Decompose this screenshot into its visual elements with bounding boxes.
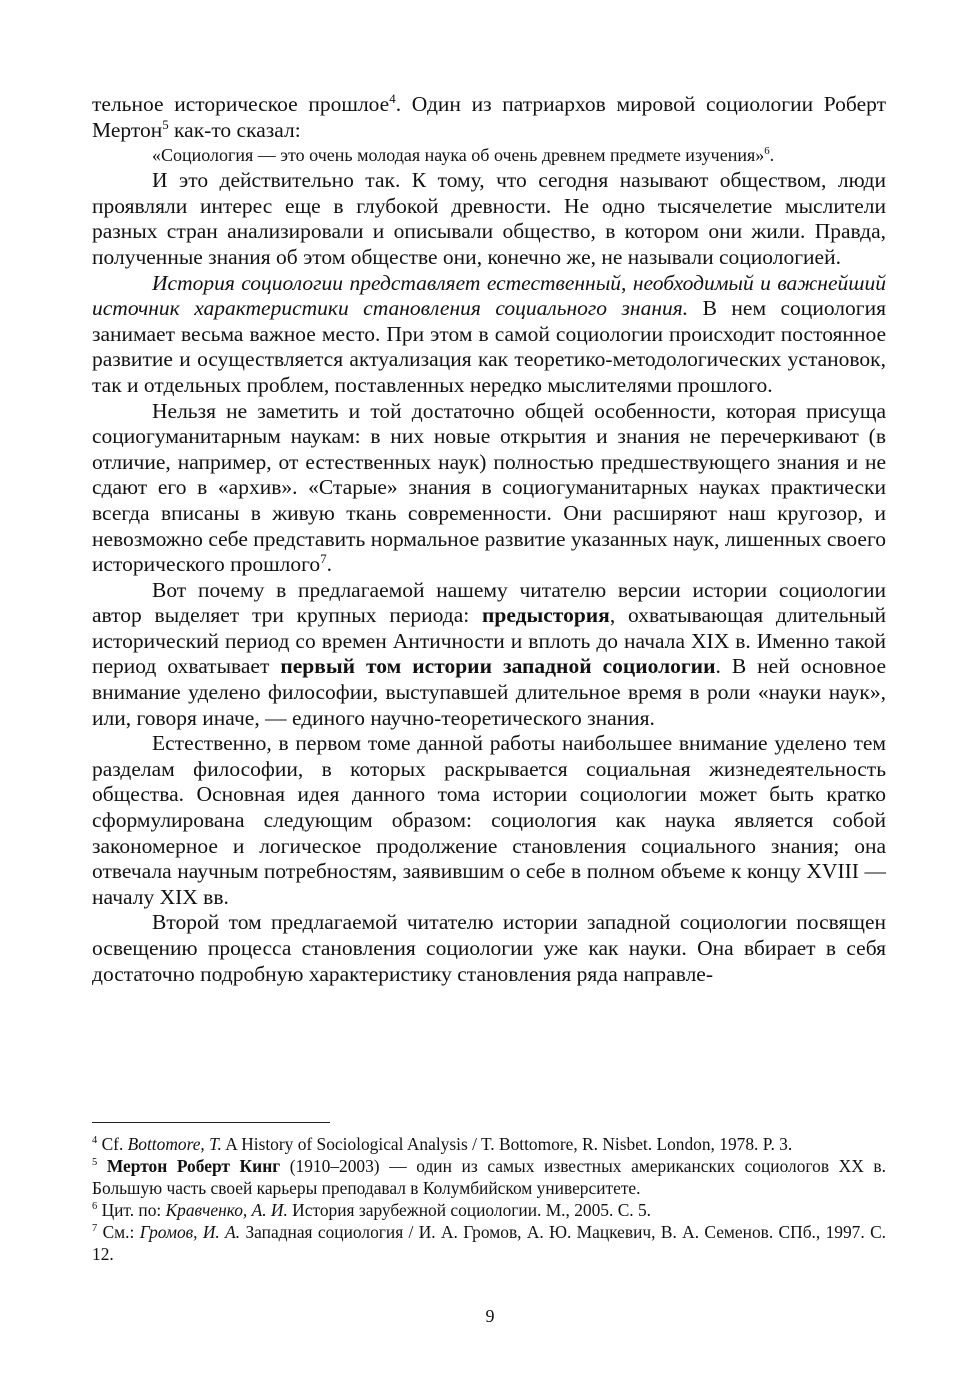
footnote-4-a: Cf. [97,1134,128,1154]
paragraph-3-text: Нельзя не заметить и той достаточно общей особенности, которая присуща социогуманитарным наукам: в них новые открытия и знания не перечеркивают (в отличие, например, от естественных наук) полностью предшествующего знания и не сдают его в «архив». «Старые» знания в социогуманитарных науках практически всегда вписаны в живую ткань современности. Они расширяют наш кругозор, и невозможно себе представить нормальное развитие указанных наук, лишенных своего исторического прошлого [92,398,886,577]
footnote-ref-5: 5 [162,117,169,132]
continuation-text-b: . Один из патриархов мировой социологии Роберт Мертон [92,92,886,142]
footnote-7-a: См.: [97,1222,140,1242]
paragraph-4 [92,578,886,732]
footnote-5-b: (1910–2003) — один из самых известных американских социологов XX в. Большую часть своей карьеры преподавал в Колумбийском университете. [92,1156,886,1198]
footnotes [92,1133,886,1265]
footnote-6-number: 6 [92,1201,98,1213]
paragraph-2-italic: История социологии представляет естественный, необходимый и важнейший источник характеристики становления социального знания. [92,270,886,321]
quote-tail: . [769,145,775,166]
footnote-6-author: Кравченко, А. И. [165,1200,288,1220]
footnote-7-author: Громов, И. А. [139,1222,241,1242]
footnote-7 [92,1221,886,1265]
main-text [92,92,886,987]
epigraph-quote [92,143,886,168]
paragraph-4-bold-2: первый том истории западной социологии [280,654,716,679]
footnote-4-number: 4 [92,1135,98,1147]
footnote-6 [92,1199,886,1221]
paragraph-3-tail: . [326,552,333,577]
paragraph-2 [92,271,886,399]
continuation-paragraph [92,92,886,143]
footnote-4 [92,1133,886,1155]
paragraph-5: Естественно, в первом томе данной работы наибольшее внимание уделено тем разделам философии, в которых раскрывается социальная жизнедеятельность общества. Основная идея данного тома истории социологии может быть кратко сформулирована следующим образом: социология как наука является собой закономерное и логическое продолжение становления социального знания; она отвечала научным потребностям, заявившим о себе в полном объеме к концу XVIII — началу XIX вв. [92,731,886,909]
paragraph-4-bold-1: предыстория [482,603,610,628]
paragraph-4-c: . В ней основное внимание уделено философии, выступавшей длительное время в роли «науки наук», или, говоря иначе, — единого научно-теоретического знания. [92,654,886,730]
page-number: 9 [485,1306,495,1326]
footnote-6-b: История зарубежной социологии. М., 2005. С. 5. [287,1200,652,1220]
footnote-4-author: Bottomore, T. [127,1134,222,1154]
footnote-7-b: Западная социология / И. А. Громов, А. Ю. Мацкевич, В. А. Семенов. СПб., 1997. С. 12. [92,1222,887,1264]
footnote-ref-6: 6 [764,145,770,158]
paragraph-1: И это действительно так. К тому, что сегодня называют обществом, люди проявляли интерес еще в глубокой древности. Не одно тысячелетие мыслители разных стран анализировали и описывали общество, в котором они жили. Правда, полученные знания об этом обществе они, конечно же, не называли социологией. [92,168,886,269]
footnote-ref-4: 4 [389,91,396,106]
paragraph-2-rest: В нем социология занимает весьма важное место. При этом в самой социологии происходит постоянное развитие и осуществляется актуализация как теоретико-методологических установок, так и отдельных проблем, поставленных нередко мыслителями прошлого. [92,296,886,397]
footnote-6-a: Цит. по: [97,1200,166,1220]
continuation-text-a: тельное историческое прошлое [92,92,390,116]
paragraph-6: Второй том предлагаемой читателю истории западной социологии посвящен освещению процесса становления социологии уже как науки. Она вбирает в себя достаточно подробную характеристику становления ряда направле- [92,910,886,986]
paragraph-3 [92,399,886,578]
paragraph-4-b: , охватывающая длительный исторический период со времен Античности и вплоть до начала XIX в. Именно такой период охватывает [92,603,886,679]
paragraph-4-a: Вот почему в предлагаемой нашему читателю версии истории социологии автор выделяет три крупных периода: [92,577,886,628]
footnote-5-name: Мертон Роберт Кинг [106,1156,281,1176]
continuation-text-c: как-то сказал: [168,117,301,142]
footnote-ref-7: 7 [320,551,327,566]
footnote-5-number: 5 [92,1157,98,1169]
quote-text: «Социология — это очень молодая наука об очень древнем предмете изучения» [152,145,765,166]
footnote-separator [92,1122,330,1123]
footnote-5 [92,1155,886,1199]
footnote-4-b: A History of Sociological Analysis / T. Bottomore, R. Nisbet. London, 1978. P. 3. [221,1134,793,1154]
footnote-7-number: 7 [92,1223,98,1235]
